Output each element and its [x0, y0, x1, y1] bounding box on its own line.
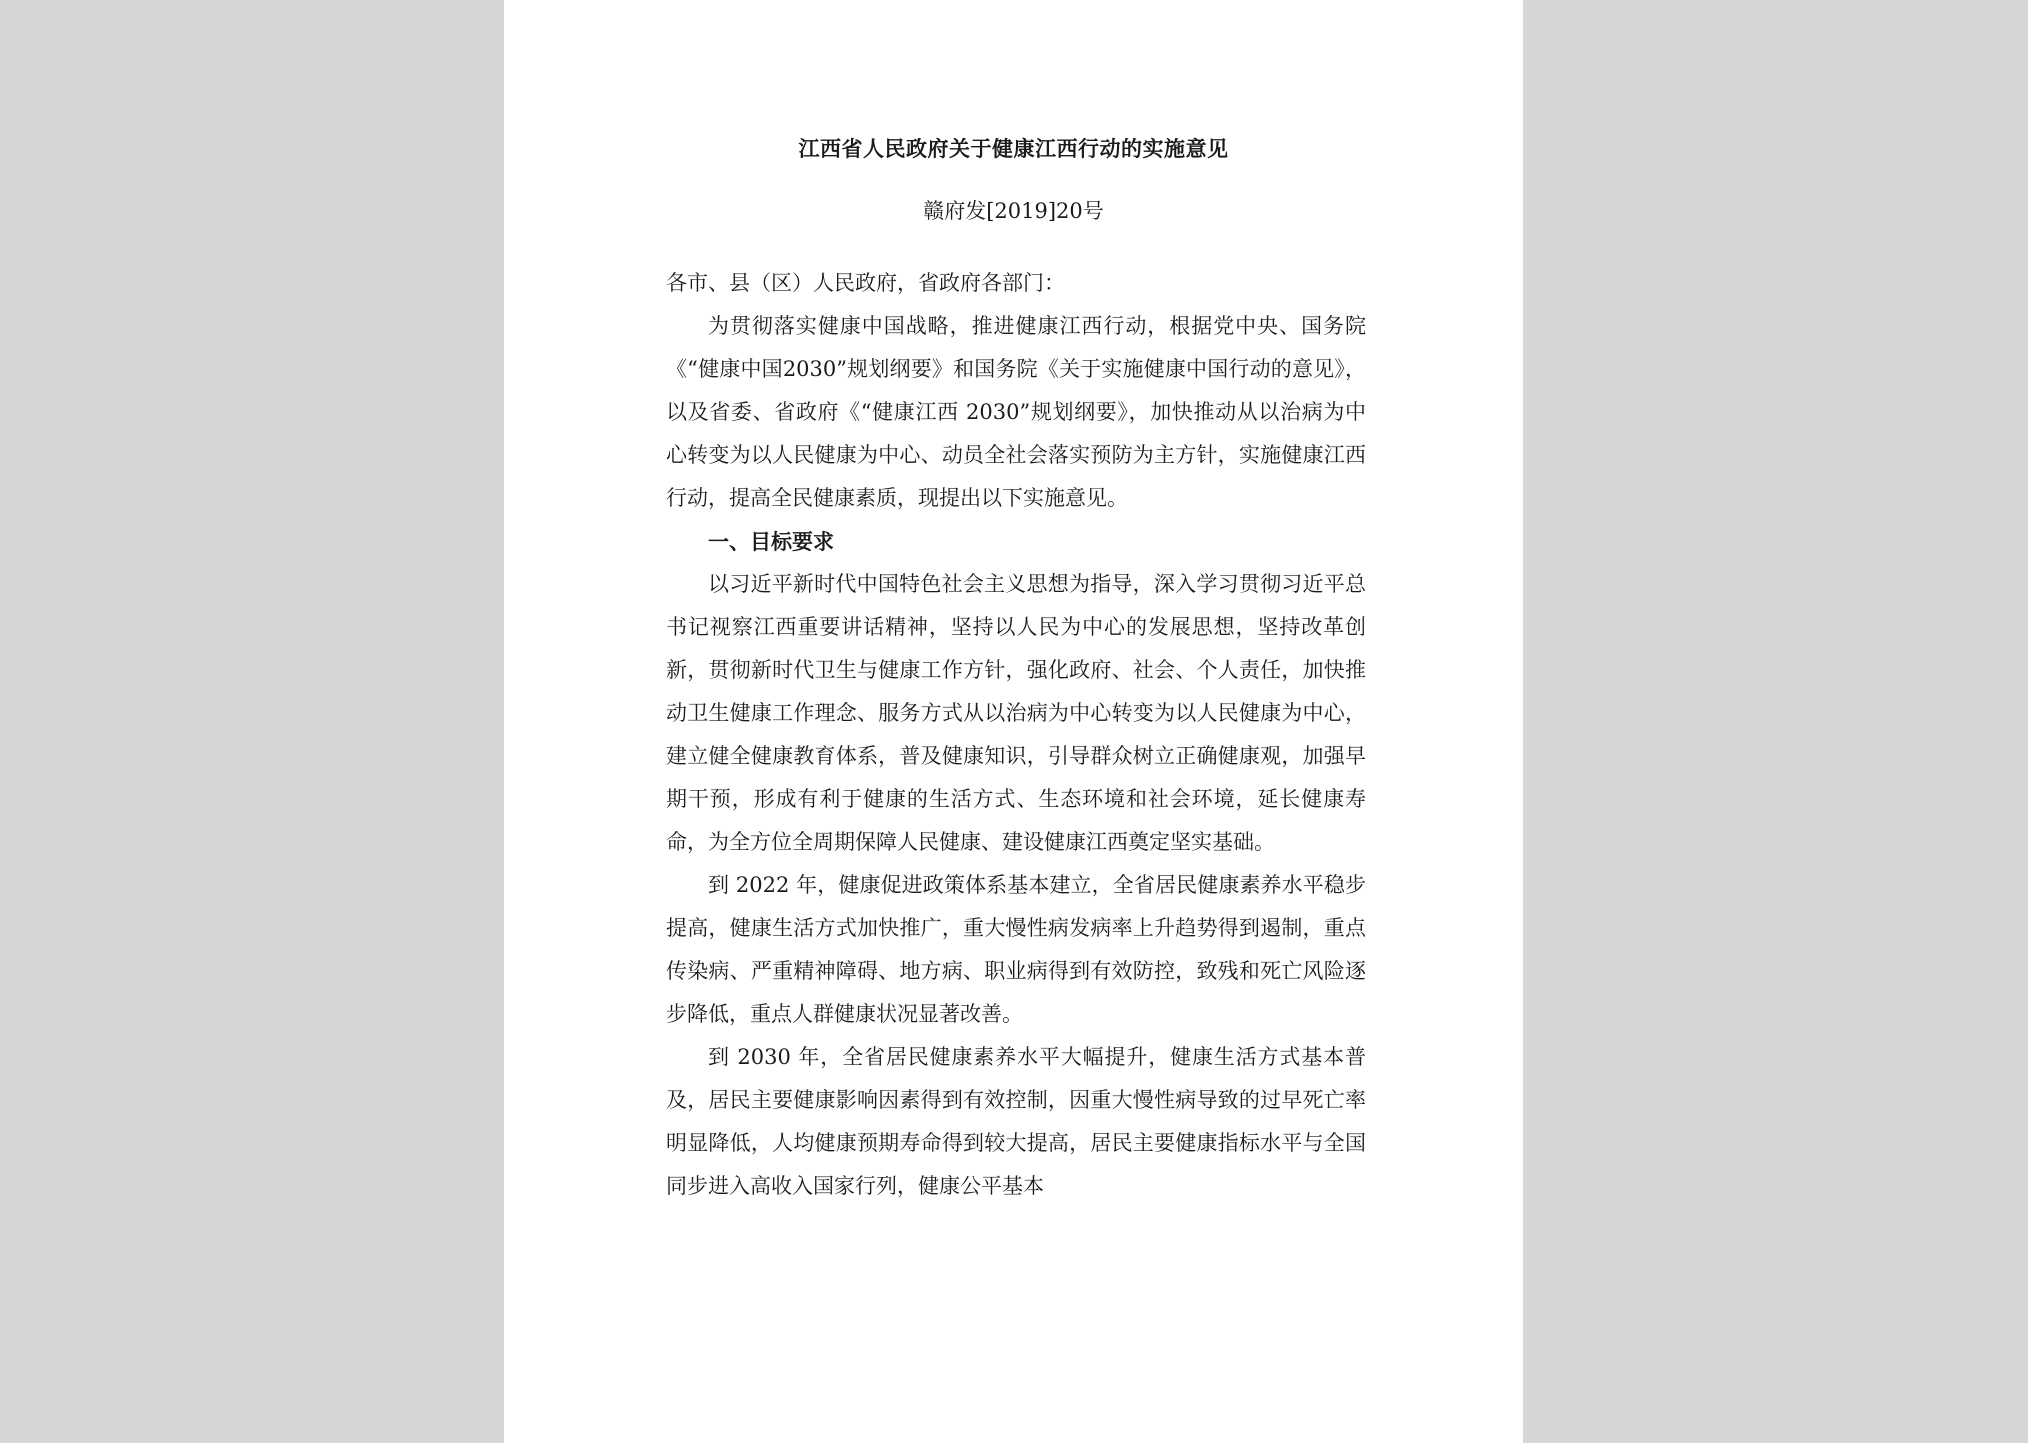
section-paragraph-2030-goals: 到 2030 年，全省居民健康素养水平大幅提升，健康生活方式基本普及，居民主要健康影响因素得到有效控制，因重大慢性病导致的过早死亡率明显降低，人均健康预期寿命得到较大提高，居民主要健康指标水平与全国同步进入高收入国家行列，健康公平基本	[666, 1045, 1366, 1198]
document-number: 赣府发[2019]20号	[923, 199, 1104, 223]
intro-paragraph: 为贯彻落实健康中国战略，推进健康江西行动，根据党中央、国务院《“健康中国2030”规划纲要》和国务院《关于实施健康中国行动的意见》，以及省委、省政府《“健康江西 2030”规划纲要》，加快推动从以治病为中心转变为以人民健康为中心、动员全社会落实预防为主方针，实施健康江西行动，提高全民健康素质，现提出以下实施意见。	[666, 314, 1366, 510]
section-paragraph-2022-goals: 到 2022 年，健康促进政策体系基本建立，全省居民健康素养水平稳步提高，健康生活方式加快推广，重大慢性病发病率上升趋势得到遏制，重点传染病、严重精神障碍、地方病、职业病得到有效防控，致残和死亡风险逐步降低，重点人群健康状况显著改善。	[666, 873, 1366, 1026]
document-title: 江西省人民政府关于健康江西行动的实施意见	[798, 136, 1229, 161]
salutation: 各市、县（区）人民政府，省政府各部门：	[666, 271, 1065, 295]
section-paragraph-guidance: 以习近平新时代中国特色社会主义思想为指导，深入学习贯彻习近平总书记视察江西重要讲话精神，坚持以人民为中心的发展思想，坚持改革创新，贯彻新时代卫生与健康工作方针，强化政府、社会、个人责任，加快推动卫生健康工作理念、服务方式从以治病为中心转变为以人民健康为中心，建立健全健康教育体系，普及健康知识，引导群众树立正确健康观，加强早期干预，形成有利于健康的生活方式、生态环境和社会环境，延长健康寿命，为全方位全周期保障人民健康、建设健康江西奠定坚实基础。	[666, 572, 1366, 854]
document-body	[666, 262, 1366, 1208]
document-page	[504, 0, 1523, 1443]
section-heading: 一、目标要求	[708, 529, 834, 554]
